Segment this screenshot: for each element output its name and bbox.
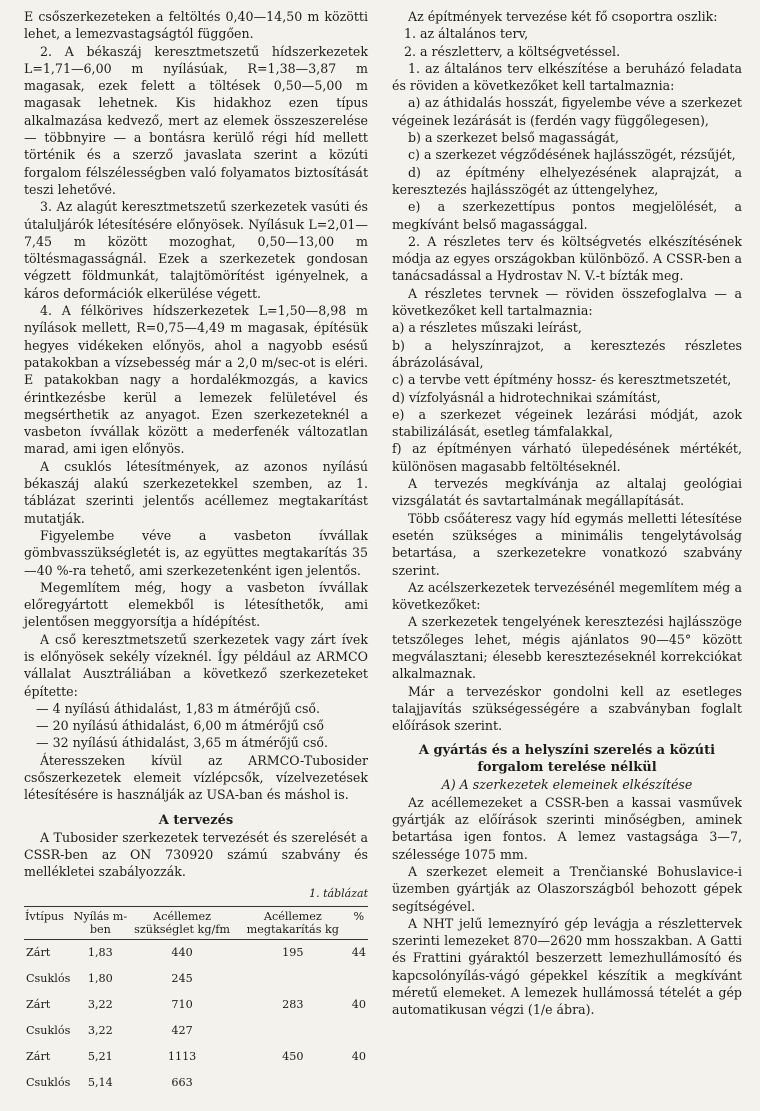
table-row xyxy=(24,992,368,1018)
table-cell: 1,80 xyxy=(87,971,113,985)
list-item: — 32 nyílású áthidalást, 3,65 m átmérőjű cső. xyxy=(36,735,329,751)
table-cell: 195 xyxy=(282,945,304,959)
table-row xyxy=(24,1044,368,1070)
table-cell: 40 xyxy=(351,1049,366,1063)
table-cell: 40 xyxy=(351,997,366,1011)
table-cell: Csuklós xyxy=(26,1023,71,1037)
table-cell xyxy=(350,1070,368,1096)
list-item: — 4 nyílású áthidalást, 1,83 m átmérőjű cső. xyxy=(36,700,320,716)
table-cell: 663 xyxy=(171,1075,193,1089)
list-item: a) a részletes műszaki leírást, xyxy=(392,320,582,336)
table-cell: Zárt xyxy=(26,945,51,959)
column-header: % xyxy=(350,906,368,939)
list-item: c) a tervbe vett építmény hossz- és keresztmetszetét, xyxy=(392,372,732,388)
table-cell: 440 xyxy=(171,945,193,959)
paragraph: 4. A félkörives hídszerkezetek L=1,50—8,98 m nyílások mellett, R=0,75—4,49 m magasak, építésük hegyes vidékeken előnyös, ahol a nagyobb esésű patakokban a vízsebesség már a 2,0 m/sec-ot is eléri. E patakokban nagy a hordalékmozgás, a kavics érintkezésbe kerül a lemezek felületével és megsérthetik az anyagot. Ezen szerkezeteknél a vasbeton ívvállak között a mederfenék változatlan marad, ami igen előnyös. xyxy=(24,303,368,457)
table-cell: 5,14 xyxy=(87,1075,113,1089)
table-cell xyxy=(236,1018,350,1044)
table-cell xyxy=(236,1070,350,1096)
table-cell: 710 xyxy=(171,997,193,1011)
table-caption: 1. táblázat xyxy=(309,886,368,900)
paragraph: Az építmények tervezése két fő csoportra oszlik: xyxy=(408,9,718,24)
paragraph: Áteresszeken kívül az ARMCO-Tubosider csőszerkezetek elemeit vízlépcsők, vízelvezetések létesítésére is használják az USA-ban és máshol is. xyxy=(24,752,368,803)
list-item: — 20 nyílású áthidalást, 6,00 m átmérőjű cső xyxy=(36,718,325,734)
table-cell xyxy=(350,1018,368,1044)
left-column xyxy=(24,8,368,1096)
paragraph: A cső keresztmetszetű szerkezetek vagy zárt ívek is előnyösek sekély vízeknél. Így például az ARMCO vállalat Ausztráliában a következő szerkezeteket építette: xyxy=(24,631,368,699)
table-cell: 450 xyxy=(282,1049,304,1063)
table-cell: Csuklós xyxy=(26,1075,71,1089)
list-item: 1. az általános terv, xyxy=(404,26,529,42)
paragraph: A NHT jelű lemeznyíró gép levágja a részlettervek szerinti lemezeket 870—2620 mm hosszakban. A Gatti és Frattini gyáraktól beszerzett lemezhullámosító és kapcsolónyílás-vágó gépekkel készítik a megkívánt méretű elemeket. A lemezek hullámossá tételét a gép automatikusan végzi (1/e ábra). xyxy=(392,915,742,1018)
list-item: d) vízfolyásnál a hidrotechnikai számítást, xyxy=(392,389,661,405)
table-cell: 3,22 xyxy=(87,1023,113,1037)
table-row xyxy=(24,966,368,992)
list-item: e) a szerkezettípus pontos megjelölését, a megkívánt belső magassággal. xyxy=(392,199,742,232)
column-header: Nyílás m-ben xyxy=(72,906,128,939)
list-item: d) az építmény elhelyezésének alaprajzát, a keresztezés hajlásszögét az úttengelyhez, xyxy=(392,164,742,197)
column-header: Acéllemez megtakarítás kg xyxy=(236,906,350,939)
data-table xyxy=(24,906,368,1096)
paragraph: A Tubosider szerkezetek tervezését és szerelését a CSSR-ben az ON 730920 számú szabvány és mellékletei szabályozzák. xyxy=(24,829,368,880)
table-row xyxy=(24,1018,368,1044)
table-cell: 44 xyxy=(351,945,366,959)
paragraph: Az acélszerkezetek tervezésénél megemlítem még a következőket: xyxy=(392,579,742,613)
list-item: 2. a részletterv, a költségvetéssel. xyxy=(404,43,621,59)
subsection-heading: A) A szerkezetek elemeinek elkészítése xyxy=(441,777,693,793)
paragraph: Az acéllemezeket a CSSR-ben a kassai vasművek gyártják az előírások szerinti minőségben, aminek betartása igen fontos. A lemez vastagsága 3—7, szélessége 1075 mm. xyxy=(392,794,742,862)
table-cell: Zárt xyxy=(26,1049,51,1063)
paragraph: 2. A részletes terv és költségvetés elkészítésének módja az egyes országokban különböző. A CSSR-ben a tanácsadással a Hydrostav N. V.-t bízták meg. xyxy=(392,233,742,284)
table-cell: 245 xyxy=(171,971,193,985)
list-item: e) a szerkezet végeinek lezárási módját, azok stabilizálását, esetleg támfalakkal, xyxy=(392,406,742,440)
paragraph: A szerkezetek tengelyének keresztezési hajlásszöge tetszőleges lehet, mégis ajánlatos 90—45° között megválasztani; élesebb keresztezéseknél korrekciókat alkalmaznak. xyxy=(392,614,742,682)
table-body xyxy=(24,939,368,1096)
paragraph: Már a tervezéskor gondolni kell az esetleges talajjavítás szükségességére a szabványban foglalt előírások szerint. xyxy=(392,683,742,734)
table-cell xyxy=(236,966,350,992)
table-header-row xyxy=(24,906,368,939)
paragraph: Több csőáteresz vagy híd egymás melletti létesítése esetén szükséges a minimális tengelytávolság betartása, a szerkezetekre vonatkozó szabvány szerint. xyxy=(392,510,742,578)
table-cell: 283 xyxy=(282,997,304,1011)
column-header: Ívtípus xyxy=(24,906,72,939)
paragraph: Figyelembe véve a vasbeton ívvállak gömbvasszükségletét is, az együttes megtakarítás 35—40 %-ra tehető, ami szerkezetenként igen jelentős. xyxy=(24,527,368,578)
table-cell: 427 xyxy=(171,1023,193,1037)
list-item: c) a szerkezet végződésének hajlásszögét, rézsűjét, xyxy=(408,147,736,163)
paragraph: Megemlítem még, hogy a vasbeton ívvállak előregyártott elemekből is létesíthetők, ami jelentősen meggyorsítja a hídépítést. xyxy=(24,579,368,630)
paragraph: A szerkezet elemeit a Trenčianské Bohuslavice-i üzemben gyártják az Olaszországból behozott gépek segítségével. xyxy=(392,863,742,914)
section-heading: A gyártás és a helyszíni szerelés a közúti forgalom terelése nélkül xyxy=(418,743,716,776)
paragraph: A tervezés megkívánja az altalaj geológiai vizsgálatát és savtartalmának megállapítását. xyxy=(392,476,742,509)
table-cell: 1,83 xyxy=(87,945,113,959)
section-heading: A tervezés xyxy=(158,812,234,828)
paragraph: 2. A békaszáj keresztmetszetű hídszerkezetek L=1,71—6,00 m nyílásúak, R=1,38—3,87 m magasak, ezek felett a töltések 0,50—5,00 m magasak lehetnek. Kis hidakhoz ezen típus alkalmazása kedvező, mert az elemek összeszerelése — többnyire — a bontásra kerülő régi híd mellett történik és a szerző javaslata szerint a közúti forgalom félszélességben való folyamatos biztosítását teszi lehetővé. xyxy=(24,43,368,197)
table-cell xyxy=(350,966,368,992)
list-item: a) az áthidalás hosszát, figyelembe véve a szerkezet végeinek lezárását is (ferdén vagy függőlegesen), xyxy=(392,95,742,128)
paragraph: 3. Az alagút keresztmetszetű szerkezetek vasúti és útaluljárók létesítésére előnyösek. Nyílásuk L=2,01—7,45 m között mozoghat, 0,50—13,00 m töltésmagasságnál. Ezek a szerkezetek gondosan végzett földmunkát, talajtömörítést igényelnek, a káros deformációk elkerülése végett. xyxy=(24,199,368,301)
paragraph: E csőszerkezeteken a feltöltés 0,40—14,50 m közötti lehet, a lemezvastagságtól függően. xyxy=(24,9,368,42)
right-column xyxy=(392,8,742,1019)
paragraph: A csuklós létesítmények, az azonos nyílású békaszáj alakú szerkezetekkel szemben, az 1. táblázat szerinti jelentős acéllemez megtakarítást mutatják. xyxy=(24,458,368,526)
paragraph: A részletes tervnek — röviden összefoglalva — a következőket kell tartalmaznia: xyxy=(392,285,742,319)
table-cell: Zárt xyxy=(26,997,51,1011)
list-item: b) a helyszínrajzot, a keresztezés részletes ábrázolásával, xyxy=(392,337,742,370)
table-cell: 1113 xyxy=(167,1049,197,1063)
table-cell: Csuklós xyxy=(26,971,71,985)
column-header: Acéllemez szükséglet kg/fm xyxy=(128,906,236,939)
list-item: f) az építményen várható ülepedésének mértékét, különösen magasabb feltöltéseknél. xyxy=(392,441,742,474)
table-row xyxy=(24,1070,368,1096)
table-cell: 3,22 xyxy=(87,997,113,1011)
table-row xyxy=(24,939,368,966)
table-cell: 5,21 xyxy=(87,1049,113,1063)
list-item: b) a szerkezet belső magasságát, xyxy=(408,130,619,146)
paragraph: 1. az általános terv elkészítése a beruházó feladata és röviden a következőket kell tartalmaznia: xyxy=(392,60,742,94)
